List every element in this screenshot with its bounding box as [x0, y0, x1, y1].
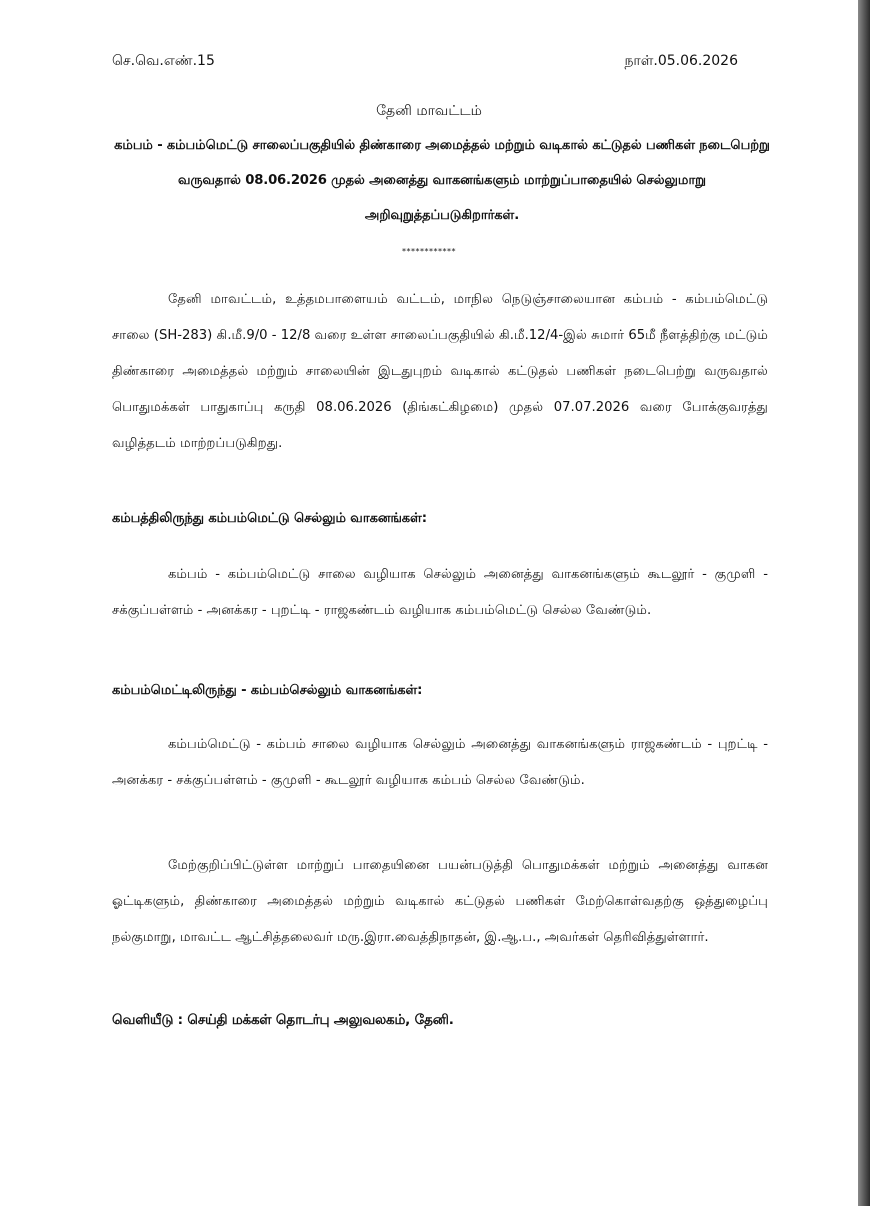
- separator: ************: [402, 247, 456, 256]
- subheading-cumbum-to-cumbummettu: கம்பத்திலிருந்து கம்பம்மெட்டு செல்லும் வாகனங்கள்:: [112, 511, 427, 526]
- reference-number: செ.வெ.எண்.15: [112, 53, 215, 69]
- district-title: தேனி மாவட்டம்: [376, 103, 482, 119]
- document-header: [112, 53, 738, 75]
- paragraph-route-two: கம்பம்மெட்டு - கம்பம் சாலை வழியாக செல்லும் அனைத்து வாகனங்களும் ராஜகண்டம் - புறட்டி - அனக்கர - சக்குப்பள்ளம் - குமுளி - கூடலூர் வழியாக கம்பம் செல்ல வேண்டும்.: [112, 737, 768, 788]
- subheading-cumbummettu-to-cumbum: கம்பம்மெட்டிலிருந்து - கம்பம்செல்லும் வாகனங்கள்:: [112, 683, 423, 698]
- scan-edge-shadow: [858, 0, 870, 1206]
- paragraph-intro: தேனி மாவட்டம், உத்தமபாளையம் வட்டம், மாநில நெடுஞ்சாலையான கம்பம் - கம்பம்மெட்டு சாலை (SH-283) கி.மீ.9/0 - 12/8 வரை உள்ள சாலைப்பகுதியில் கி.மீ.12/4-இல் சுமார் 65மீ நீளத்திற்கு மட்டும் திண்காரை அமைத்தல் மற்றும் சாலையின் இடதுபுறம் வடிகால் கட்டுதல் பணிகள் நடைபெற்று வருவதால் பொதுமக்கள் பாதுகாப்பு கருதி 08.06.2026 (திங்கட்கிழமை) முதல் 07.07.2026 வரை போக்குவரத்து வழித்தடம் மாற்றப்படுகிறது.: [112, 292, 768, 451]
- paragraph-route-one: கம்பம் - கம்பம்மெட்டு சாலை வழியாக செல்லும் அனைத்து வாகனங்களும் கூடலூர் - குமுளி - சக்குப்பள்ளம் - அனக்கர - புறட்டி - ராஜகண்டம் வழியாக கம்பம்மெட்டு செல்ல வேண்டும்.: [112, 567, 768, 618]
- paragraph-closing: மேற்குறிப்பிட்டுள்ள மாற்றுப் பாதையினை பயன்படுத்தி பொதுமக்கள் மற்றும் அனைத்து வாகன ஓட்டிகளும், திண்காரை அமைத்தல் மற்றும் வடிகால் கட்டுதல் பணிகள் மேற்கொள்வதற்கு ஒத்துழைப்பு நல்குமாறு, மாவட்ட ஆட்சித்தலைவர் மரு.இரா.வைத்திநாதன், இ.ஆ.ப., அவர்கள் தெரிவித்துள்ளார்.: [112, 858, 768, 945]
- headline: கம்பம் - கம்பம்மெட்டு சாலைப்பகுதியில் திண்காரை அமைத்தல் மற்றும் வடிகால் கட்டுதல் பணிகள் நடைபெற்று வருவதால் 08.06.2026 முதல் அனைத்து வாகனங்களும் மாற்றுப்பாதையில் செல்லுமாறு அறிவுறுத்தப்படுகிறார்கள்.: [114, 138, 770, 223]
- publisher-footer: வெளியீடு : செய்தி மக்கள் தொடர்பு அலுவலகம், தேனி.: [112, 1012, 454, 1028]
- release-date: நாள்.05.06.2026: [624, 53, 738, 69]
